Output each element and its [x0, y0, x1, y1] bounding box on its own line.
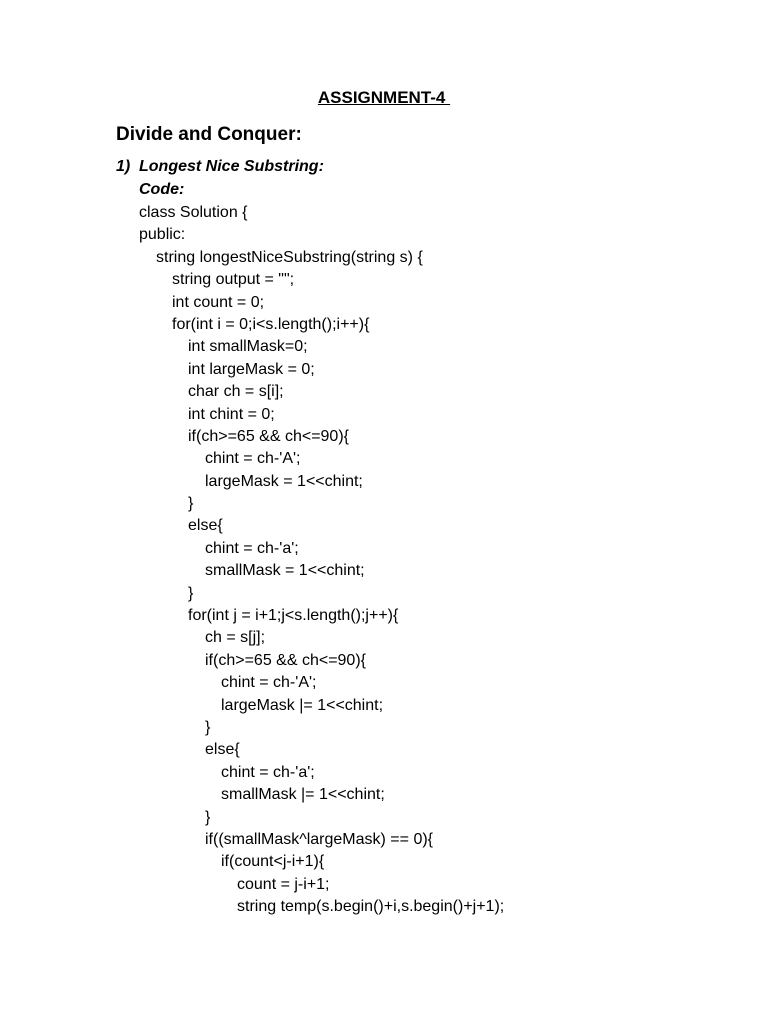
- code-line: for(int j = i+1;j<s.length();j++){: [188, 607, 399, 625]
- code-line: int smallMask=0;: [188, 338, 308, 356]
- code-line: largeMask |= 1<<chint;: [221, 696, 384, 714]
- code-line: }: [205, 718, 211, 736]
- code-line: chint = ch-'a';: [205, 539, 299, 557]
- code-line: int chint = 0;: [188, 405, 275, 423]
- code-line: }: [205, 808, 211, 826]
- code-line: class Solution {: [139, 204, 248, 221]
- question-title: Longest Nice Substring:: [139, 158, 324, 175]
- code-block: [139, 202, 739, 919]
- code-line: if(ch>=65 && ch<=90){: [188, 427, 349, 445]
- code-line: string output = "";: [172, 271, 295, 289]
- code-line: }: [188, 495, 194, 513]
- code-line: }: [188, 584, 194, 602]
- code-line: if(ch>=65 && ch<=90){: [205, 651, 366, 669]
- code-line: if((smallMask^largeMask) == 0){: [205, 830, 434, 848]
- code-line: chint = ch-'a';: [221, 763, 315, 781]
- code-line: string temp(s.begin()+i,s.begin()+j+1);: [237, 898, 505, 916]
- question-number: 1): [116, 158, 131, 175]
- document-title: ASSIGNMENT-4: [317, 88, 451, 107]
- code-line: count = j-i+1;: [237, 875, 330, 893]
- code-line: smallMask = 1<<chint;: [205, 562, 365, 580]
- section-heading: Divide and Conquer:: [116, 124, 302, 145]
- code-label: Code:: [139, 181, 185, 198]
- code-line: if(count<j-i+1){: [221, 853, 325, 871]
- code-line: ch = s[j];: [205, 629, 266, 647]
- code-line: int largeMask = 0;: [188, 360, 315, 378]
- code-line: string longestNiceSubstring(string s) {: [156, 248, 423, 266]
- code-line: smallMask |= 1<<chint;: [221, 786, 385, 804]
- code-line: else{: [205, 741, 240, 759]
- code-line: for(int i = 0;i<s.length();i++){: [172, 315, 370, 333]
- code-line: public:: [139, 226, 186, 244]
- code-line: int count = 0;: [172, 293, 265, 311]
- code-line: else{: [188, 517, 223, 535]
- code-line: largeMask = 1<<chint;: [205, 472, 363, 490]
- code-line: chint = ch-'A';: [205, 450, 301, 468]
- code-line: char ch = s[i];: [188, 383, 284, 401]
- code-line: chint = ch-'A';: [221, 674, 317, 692]
